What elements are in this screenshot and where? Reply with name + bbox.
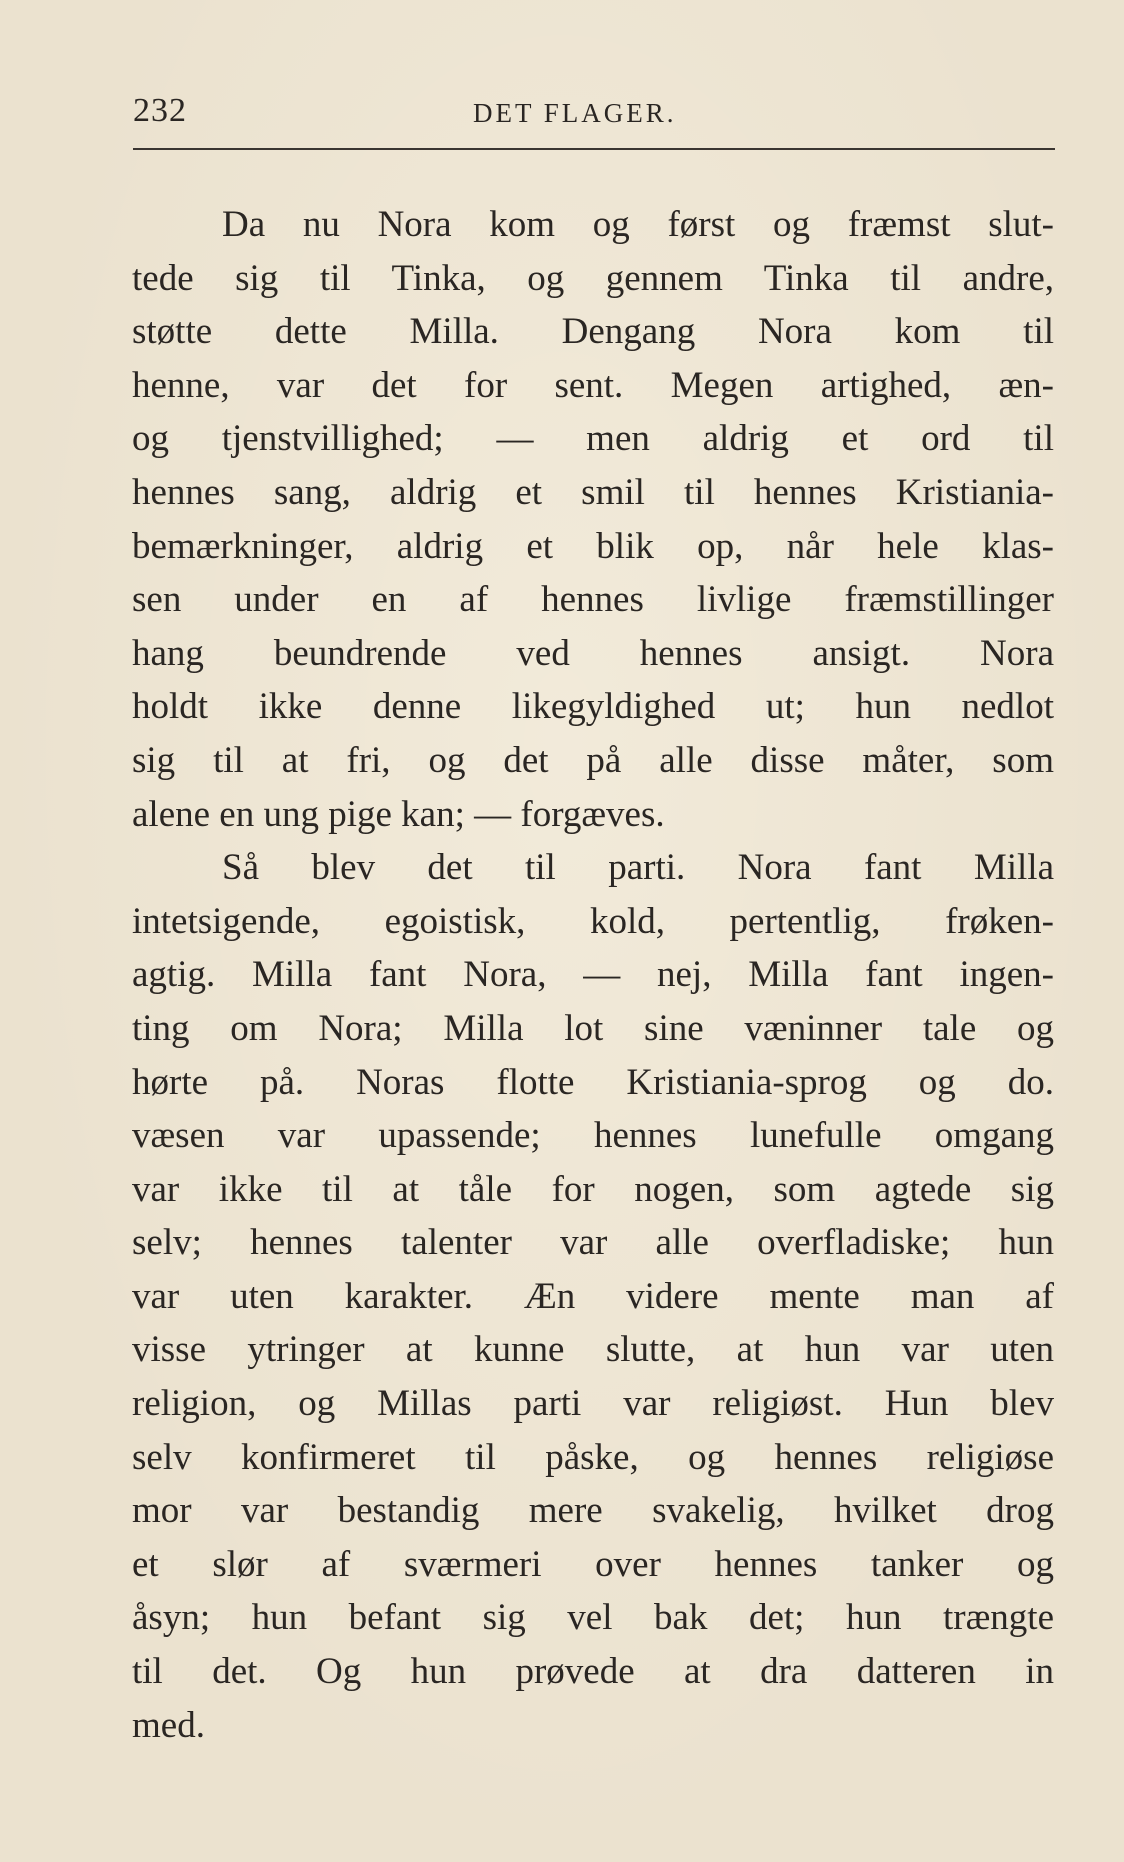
running-title: DET FLAGER. [473, 98, 677, 128]
text-line: var uten karakter. Æn videre mente man af [132, 1275, 1054, 1317]
text-line: alene en ung pige kan; — forgæves. [132, 793, 665, 835]
page-header [133, 92, 1053, 136]
body-text [132, 198, 1054, 1752]
text-line: åsyn; hun befant sig vel bak det; hun trængte [132, 1597, 1054, 1639]
text-line: Så blev det til parti. Nora fant Milla [222, 847, 1054, 889]
header-rule [133, 148, 1055, 150]
text-line: med. [132, 1704, 205, 1746]
text-line: intetsigende, egoistisk, kold, pertentlig, frøken- [132, 900, 1054, 942]
text-line: hang beundrende ved hennes ansigt. Nora [132, 632, 1054, 674]
text-line: væsen var upassende; hennes lunefulle omgang [132, 1115, 1054, 1157]
text-line: og tjenstvillighed; — men aldrig et ord til [132, 418, 1054, 460]
text-line: mor var bestandig mere svakelig, hvilket drog [132, 1490, 1054, 1532]
text-line: sen under en af hennes livlige fræmstillinger [132, 579, 1054, 621]
text-line: Da nu Nora kom og først og fræmst slut- [222, 204, 1054, 245]
text-line: religion, og Millas parti var religiøst. Hun blev [132, 1383, 1054, 1425]
text-line: holdt ikke denne likegyldighed ut; hun nedlot [132, 686, 1054, 728]
text-line: tede sig til Tinka, og gennem Tinka til andre, [132, 257, 1054, 299]
text-line: til det. Og hun prøvede at dra datteren in [132, 1651, 1054, 1693]
text-line: visse ytringer at kunne slutte, at hun var uten [132, 1329, 1054, 1371]
text-line: støtte dette Milla. Dengang Nora kom til [132, 311, 1054, 353]
text-line: bemærkninger, aldrig et blik op, når hele klas- [132, 525, 1054, 567]
text-line: hørte på. Noras flotte Kristiania-sprog og do. [132, 1061, 1054, 1103]
text-line: hennes sang, aldrig et smil til hennes Kristiania- [132, 471, 1054, 513]
text-line: ting om Nora; Milla lot sine væninner tale og [132, 1007, 1054, 1049]
text-line: henne, var det for sent. Megen artighed, æn- [132, 364, 1054, 406]
text-line: selv; hennes talenter var alle overfladiske; hun [132, 1222, 1054, 1264]
text-line: var ikke til at tåle for nogen, som agtede sig [132, 1168, 1054, 1210]
text-line: agtig. Milla fant Nora, — nej, Milla fant ingen- [132, 954, 1054, 996]
page-number: 232 [133, 92, 187, 129]
text-line: et slør af sværmeri over hennes tanker og [132, 1543, 1054, 1585]
text-line: sig til at fri, og det på alle disse måter, som [132, 739, 1054, 781]
text-line: selv konfirmeret til påske, og hennes religiøse [132, 1436, 1054, 1478]
